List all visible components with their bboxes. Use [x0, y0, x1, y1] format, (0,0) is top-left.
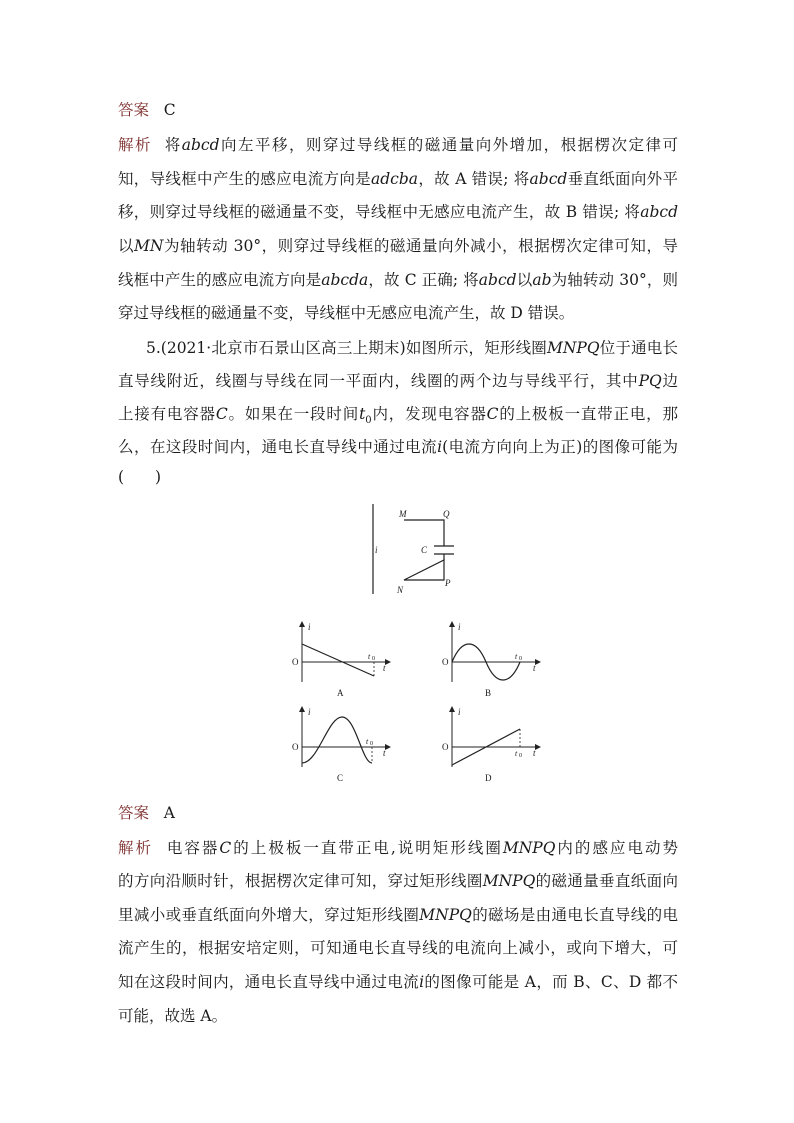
text: PQ [638, 372, 662, 390]
text: 为轴转动 30°，则穿过导线框的磁通量向外减小，根据楞次定律可知，导 [163, 237, 678, 255]
axis-t: t [533, 663, 536, 673]
text: abcd [529, 170, 568, 188]
text: abcd [181, 136, 220, 154]
text: 5.(2021·北京市石景山区高三上期末)如图所示，矩形线圈 [146, 339, 547, 357]
graph-a-label: A [337, 688, 344, 698]
t0-sub: 0 [370, 741, 373, 747]
text: 的上极板一直带正电，那 [498, 405, 678, 423]
axis-i: i [308, 622, 311, 632]
text: 的方向沿顺时针，根据楞次定律可知，穿过矩形线圈 [118, 872, 483, 890]
text: 流产生的，根据安培定则，可知通电长直导线的电流向上减小，或向下增大，可 [118, 939, 678, 957]
text: i [437, 438, 443, 456]
graph-a [286, 618, 396, 700]
label-P: P [445, 578, 451, 588]
graph-d-label: D [485, 773, 492, 783]
text: 电容器 [166, 839, 220, 857]
circuit-diagram [360, 500, 470, 600]
label-M: M [399, 509, 407, 519]
t0-sub: 0 [372, 656, 375, 662]
axis-i: i [458, 622, 461, 632]
text: i [419, 973, 425, 991]
axis-t: t [533, 748, 536, 758]
text: 将 [164, 136, 182, 154]
graph-b [436, 618, 546, 700]
t0-label: t [366, 737, 369, 746]
origin-O: O [292, 657, 299, 667]
answer-2 [118, 803, 678, 823]
current-curve [302, 717, 372, 763]
label-N: N [397, 585, 404, 595]
text: 的上极板一直带正电,说明矩形线圈 [231, 839, 503, 857]
origin-O: O [292, 742, 299, 752]
text: abcda [321, 271, 369, 289]
text: 知在这段时间内，通电长直导线中通过电流 [118, 973, 420, 991]
text: abcd [640, 203, 678, 221]
text: 的图像可能是 A，而 B、C、D 都不 [424, 973, 678, 991]
t0-sub: 0 [519, 753, 522, 759]
analysis-2-line-3 [118, 905, 678, 925]
text: 垂直纸面向外平 [567, 170, 678, 188]
text: 线框中产生的感应电流方向是 [118, 271, 322, 289]
text: MNPQ [502, 839, 556, 857]
text: C [219, 839, 232, 857]
graph-c [286, 703, 396, 785]
graph-c-label: C [337, 773, 344, 783]
origin-O: O [442, 657, 449, 667]
analysis-1-line-3 [118, 202, 678, 222]
label-Q: Q [443, 509, 450, 519]
t0-sub: 0 [519, 656, 522, 662]
text: (电流方向向上为正)的图像可能为 [442, 438, 678, 456]
t0-label: t [515, 652, 518, 661]
text: 的磁通量垂直纸面向 [535, 872, 678, 890]
question-5-line-5 [118, 467, 678, 487]
answer-1 [118, 100, 678, 120]
analysis-1-line-6 [118, 303, 678, 323]
analysis-2-line-6 [118, 1006, 678, 1026]
label-i: i [375, 545, 378, 555]
text: 可能，故选 A。 [118, 1007, 228, 1025]
origin-O: O [442, 742, 449, 752]
answer-label: 答案 [118, 804, 150, 822]
text: 位于通电长 [599, 339, 678, 357]
text: C [215, 405, 228, 423]
text: 的磁场是由通电长直导线的电 [471, 906, 678, 924]
text: 内的感应电动势 [555, 839, 678, 857]
text: t [359, 405, 366, 423]
axis-t: t [383, 663, 386, 673]
text: MNPQ [419, 906, 472, 924]
text: 以 [118, 237, 135, 255]
text: 移，则穿过导线框的磁通量不变，导线框中无感应电流产生，故 B 错误; 将 [118, 203, 641, 221]
analysis-1-line-5 [118, 270, 678, 290]
text: 么，在这段时间内，通电长直导线中通过电流 [118, 438, 438, 456]
question-5-line-3 [118, 404, 678, 431]
text: 知，导线框中产生的感应电流方向是 [118, 170, 371, 188]
analysis-label: 解析 [118, 136, 152, 154]
text: ab [532, 271, 552, 289]
graph-d [436, 703, 546, 785]
text: 为轴转动 30°，则 [551, 271, 678, 289]
text: 边 [661, 372, 678, 390]
analysis-1-line-1 [118, 135, 678, 155]
text: 向左平移，则穿过导线框的磁通量向外增加，根据楞次定律可 [219, 136, 678, 154]
text: 穿过导线框的磁通量不变，导线框中无感应电流产生，故 D 错误。 [118, 304, 575, 322]
axis-i: i [458, 707, 461, 717]
answer-value: A [163, 804, 175, 822]
label-C: C [421, 545, 428, 555]
analysis-2-line-5 [118, 972, 678, 992]
text: 以 [516, 271, 533, 289]
text: adcba [371, 170, 419, 188]
analysis-1-line-2 [118, 169, 678, 189]
text: 。如果在一段时间 [227, 405, 360, 423]
text: abcd [478, 271, 517, 289]
question-5-line-2 [118, 371, 678, 391]
axis-i: i [308, 707, 311, 717]
text: C [486, 405, 499, 423]
analysis-2-line-1 [118, 838, 678, 858]
text: 0 [365, 415, 372, 427]
analysis-2-line-4 [118, 938, 678, 958]
text: 内，发现电容器 [371, 405, 487, 423]
text: 上接有电容器 [118, 405, 216, 423]
question-5-line-1 [146, 338, 678, 358]
graph-b-label: B [485, 688, 492, 698]
current-curve [302, 644, 374, 676]
analysis-label: 解析 [118, 839, 154, 857]
text: ( ) [118, 468, 162, 486]
analysis-2-line-2 [118, 871, 678, 891]
text: 直导线附近，线圈与导线在同一平面内，线圈的两个边与导线平行，其中 [118, 372, 639, 390]
text: MN [134, 237, 164, 255]
t0-label: t [515, 749, 518, 758]
answer-value: C [163, 101, 176, 119]
text: MNPQ [482, 872, 536, 890]
axis-t: t [383, 748, 386, 758]
question-5-line-4 [118, 437, 678, 457]
answer-label: 答案 [118, 101, 150, 119]
t0-label: t [368, 652, 371, 661]
text: ，故 A 错误; 将 [418, 170, 530, 188]
text: ，故 C 正确; 将 [368, 271, 479, 289]
text: MNPQ [546, 339, 600, 357]
analysis-1-line-4 [118, 236, 678, 256]
text: 里减小或垂直纸面向外增大，穿过矩形线圈 [118, 906, 420, 924]
